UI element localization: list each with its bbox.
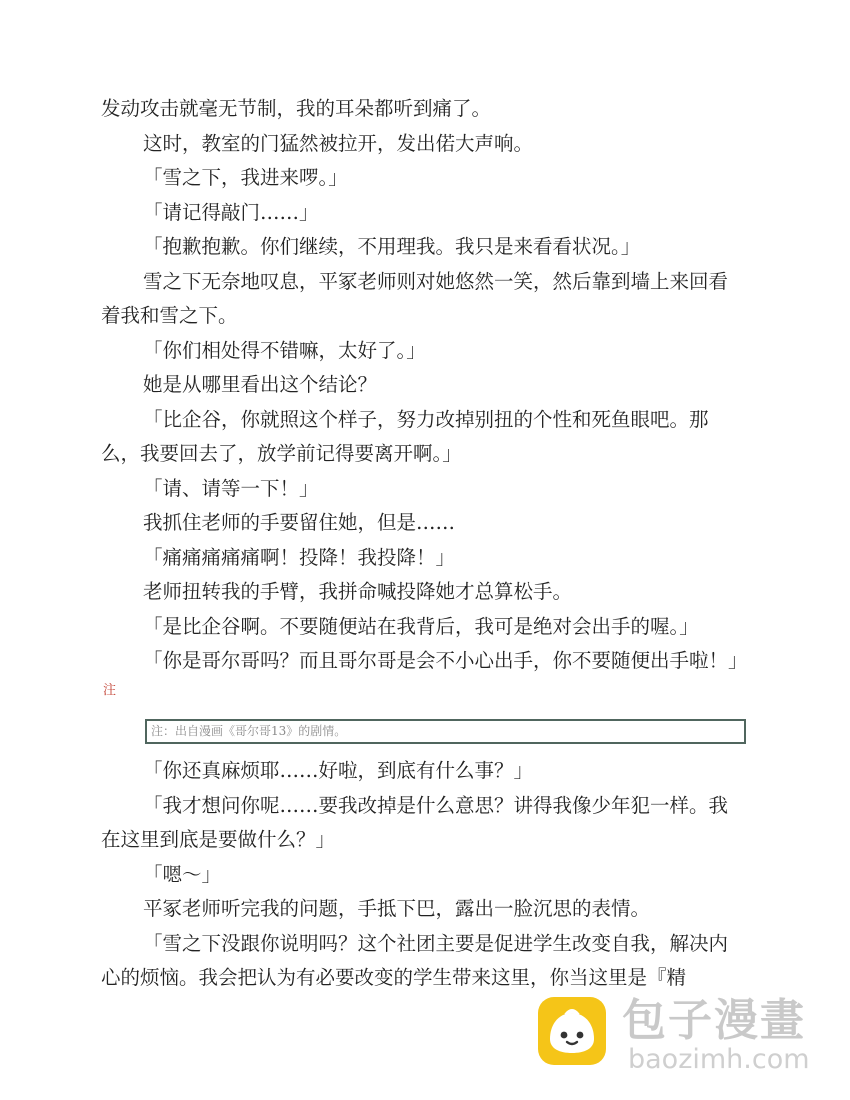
paragraph: 老师扭转我的手臂，我拼命喊投降她才总算松手。 xyxy=(143,580,573,603)
note-paragraph-text: 「你是哥尔哥吗？而且哥尔哥是会不小心出手，你不要随便出手啦！」 xyxy=(143,649,748,672)
baozi-logo-icon xyxy=(536,995,608,1067)
paragraph: 「雪之下没跟你说明吗？这个社团主要是促进学生改变自我，解决内心的烦恼。我会把认为有必要改变的学生带来这里，你当这里是『精 xyxy=(101,931,729,989)
paragraph: 我抓住老师的手要留住她，但是…… xyxy=(143,511,456,534)
paragraph: 「请记得敲门……」 xyxy=(143,200,319,224)
paragraph: 「你们相处得不错嘛，太好了。」 xyxy=(143,338,426,362)
paragraph: 「抱歉抱歉。你们继续，不用理我。我只是来看看状况。」 xyxy=(143,235,641,258)
paragraph: 平冢老师听完我的问题，手抵下巴，露出一脸沉思的表情。 xyxy=(143,897,651,920)
paragraph: 「我才想问你呢……要我改掉是什么意思？讲得我像少年犯一样。我在这里到底是要做什么？」 xyxy=(101,793,729,851)
watermark xyxy=(536,995,826,1075)
paragraph: 「嗯～」 xyxy=(143,862,222,886)
footnote-box: 注：出自漫画《哥尔哥13》的剧情。 xyxy=(145,719,746,744)
paragraph: 发动攻击就毫无节制，我的耳朵都听到痛了。 xyxy=(101,97,492,120)
paragraph: 「你还真麻烦耶……好啦，到底有什么事？」 xyxy=(143,759,534,782)
paragraph: 「痛痛痛痛痛啊！投降！我投降！」 xyxy=(143,545,456,569)
paragraph-list-after xyxy=(101,754,746,996)
watermark-cn-text: 包子漫畫 xyxy=(622,995,806,1046)
paragraph-list xyxy=(101,92,746,644)
watermark-en-text: baozimh.com xyxy=(628,1044,810,1075)
paragraph: 「是比企谷啊。不要随便站在我背后，我可是绝对会出手的喔。」 xyxy=(143,614,699,638)
paragraph: 这时，教室的门猛然被拉开，发出偌大声响。 xyxy=(143,131,534,155)
paragraph: 雪之下无奈地叹息，平冢老师则对她悠然一笑，然后靠到墙上来回看着我和雪之下。 xyxy=(101,269,729,327)
note-paragraph xyxy=(101,644,746,713)
paragraph: 「请、请等一下！」 xyxy=(143,476,319,500)
paragraph: 「雪之下，我进来啰。」 xyxy=(143,166,348,189)
footnote-mark[interactable]: 注 xyxy=(103,683,117,698)
paragraph: 「比企谷，你就照这个样子，努力改掉别扭的个性和死鱼眼吧。那么，我要回去了，放学前记得要离开啊。」 xyxy=(101,407,709,465)
paragraph: 她是从哪里看出这个结论？ xyxy=(143,373,378,396)
document-page xyxy=(101,92,746,996)
